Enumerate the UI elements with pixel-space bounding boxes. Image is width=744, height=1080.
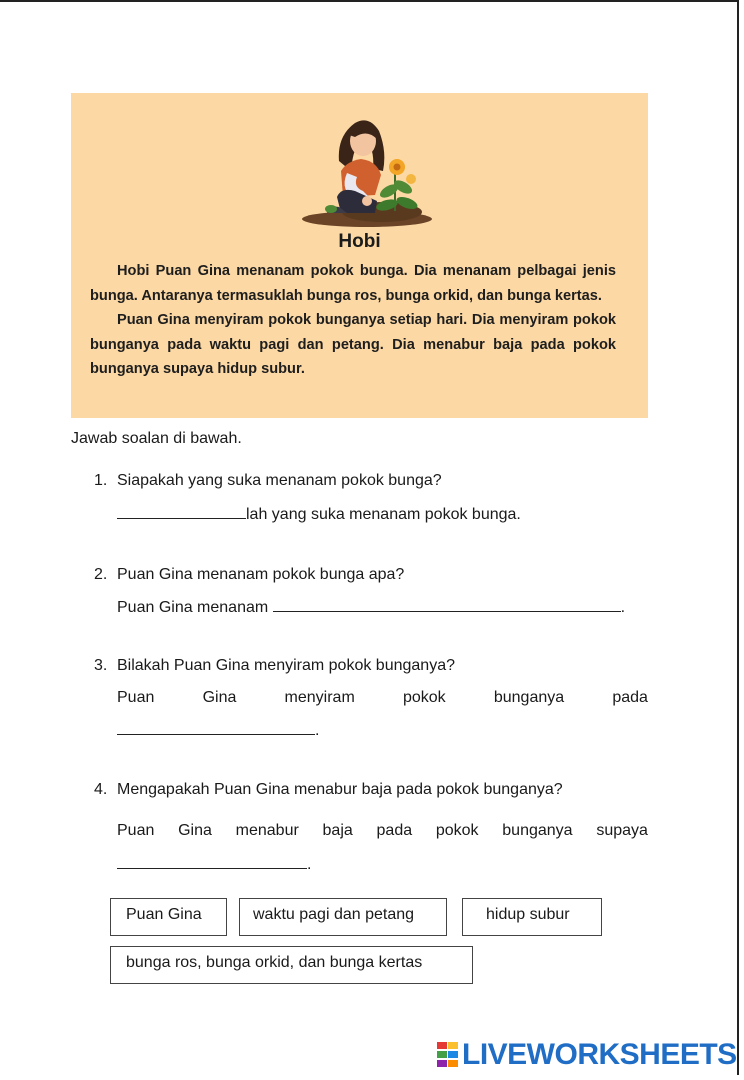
question-number: 4. — [94, 781, 108, 798]
answer-suffix: . — [315, 722, 320, 739]
answer-option-waktu-pagi-dan-petang[interactable]: waktu pagi dan petang — [239, 898, 447, 936]
liveworksheets-logo[interactable] — [437, 1040, 737, 1070]
gardening-woman-illustration — [297, 101, 437, 229]
question-text: Bilakah Puan Gina menyiram pokok bunganya? — [117, 657, 455, 674]
answer-blank[interactable] — [273, 597, 621, 612]
answer-word: pada — [376, 822, 413, 839]
question-number: 1. — [94, 472, 108, 489]
answer-word: Puan — [117, 822, 155, 839]
answer-word: bunganya — [493, 689, 565, 706]
answer-word: pada — [612, 689, 648, 706]
question-text: Mengapakah Puan Gina menabur baja pada pokok bunganya? — [117, 781, 563, 798]
answer-line-4 — [117, 854, 311, 874]
logo-text: LIVEWORKSHEETS — [462, 1038, 737, 1071]
story-box — [71, 93, 648, 418]
answer-suffix: . — [307, 856, 312, 873]
answer-prefix: Puan Gina menanam — [117, 599, 269, 616]
answer-word: menyiram — [284, 689, 355, 706]
answer-word: Puan — [117, 689, 155, 706]
instruction-text: Jawab soalan di bawah. — [71, 430, 242, 447]
answer-word: Gina — [202, 689, 237, 706]
answer-blank[interactable] — [117, 720, 315, 735]
answer-word: Gina — [178, 822, 212, 839]
answer-word: bunganya — [502, 822, 573, 839]
question-number: 3. — [94, 657, 108, 674]
answer-word: pokok — [402, 689, 446, 706]
answer-suffix: lah yang suka menanam pokok bunga. — [246, 506, 521, 523]
story-paragraph: Puan Gina menyiram pokok bunganya setiap hari. Dia menyiram pokok bunganya pada waktu pagi dan petang. Dia menabur baja pada pokok bunganya supaya hidup subur. — [90, 312, 616, 377]
story-paragraph: Hobi Puan Gina menanam pokok bunga. Dia menanam pelbagai jenis bunga. Antaranya termasuklah bunga ros, bunga orkid, dan bunga kertas. — [90, 263, 616, 304]
answer-blank[interactable] — [117, 854, 307, 869]
story-text — [90, 259, 616, 382]
story-title: Hobi — [338, 231, 381, 252]
question-text: Puan Gina menanam pokok bunga apa? — [117, 566, 405, 583]
answer-suffix: . — [620, 599, 626, 616]
answer-line-1 — [117, 504, 521, 524]
question-number: 2. — [94, 566, 108, 583]
answer-blank[interactable] — [117, 504, 246, 519]
liveworksheets-logo-icon — [437, 1042, 459, 1068]
answer-sentence-4 — [117, 822, 648, 840]
answer-line-3 — [117, 720, 319, 740]
answer-option-jenis-bunga[interactable]: bunga ros, bunga orkid, dan bunga kertas — [110, 946, 473, 984]
answer-line-2 — [117, 597, 625, 617]
answer-word: menabur — [235, 822, 299, 839]
answer-option-hidup-subur[interactable]: hidup subur — [462, 898, 602, 936]
question-text: Siapakah yang suka menanam pokok bunga? — [117, 472, 442, 489]
answer-word: supaya — [596, 822, 648, 839]
answer-word: pokok — [435, 822, 479, 839]
answer-word: baja — [322, 822, 353, 839]
answer-option-puan-gina[interactable]: Puan Gina — [110, 898, 227, 936]
answer-sentence-3 — [117, 689, 648, 707]
